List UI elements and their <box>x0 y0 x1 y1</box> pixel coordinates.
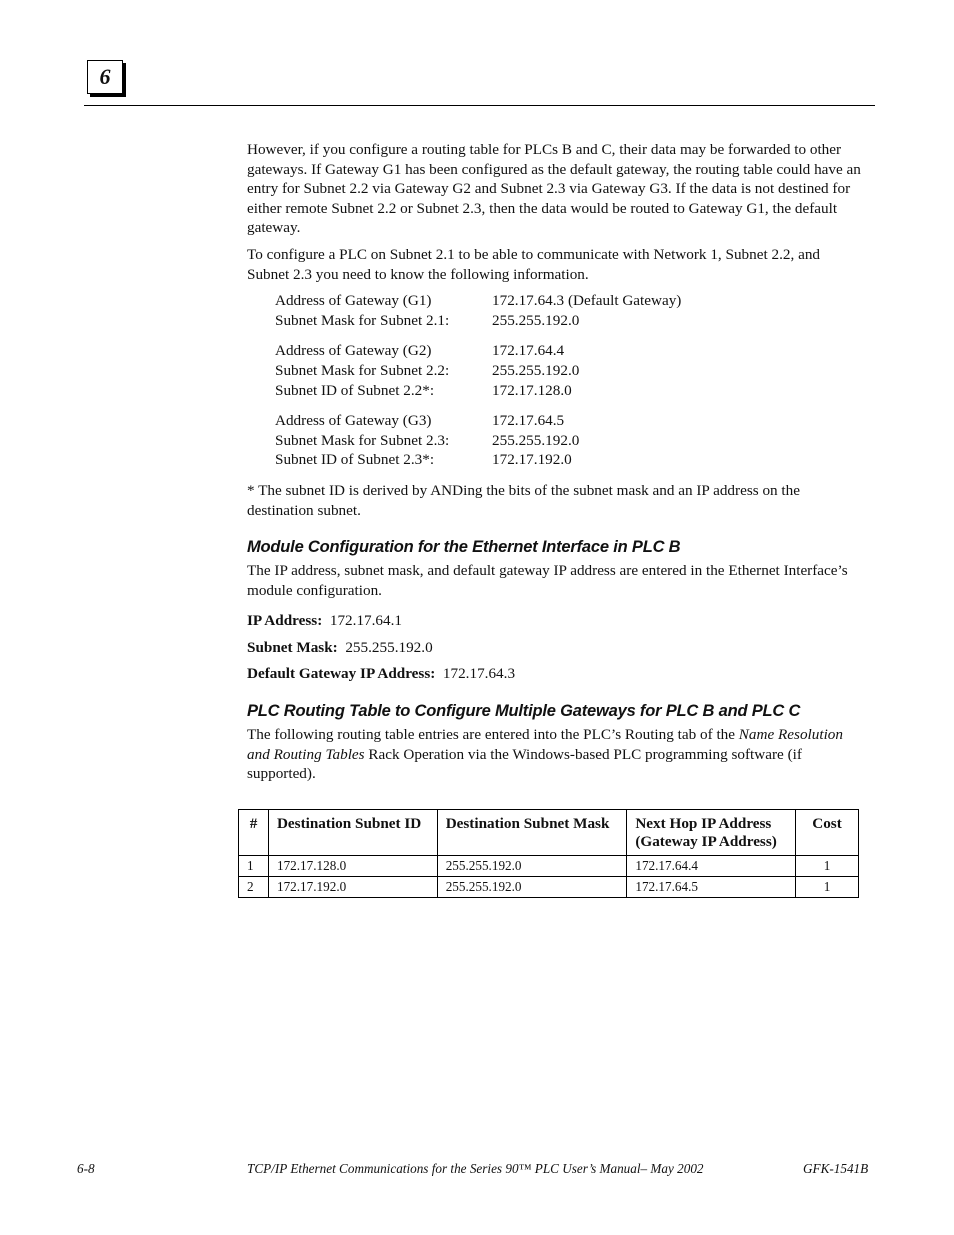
default-gateway-label: Default Gateway IP Address: <box>247 665 436 683</box>
subnet-mask-value: 255.255.192.0 <box>345 638 433 656</box>
config-label: Subnet Mask for Subnet 2.1: <box>275 311 450 329</box>
routing-text-italic: Name Resolution and Routing Tables <box>247 726 843 763</box>
config-row <box>275 381 863 401</box>
cell-destination-subnet-mask: 255.255.192.0 <box>437 877 627 898</box>
gateway-g3-group <box>275 411 863 470</box>
paragraph-module-configuration: The IP address, subnet mask, and default gateway IP address are entered in the Ethernet Interface’s module configuration. <box>247 562 848 599</box>
config-value: 255.255.192.0 <box>492 361 580 379</box>
routing-text-post: Rack Operation via the Windows-based PLC programming software (if supported). <box>247 745 802 783</box>
subnet-mask-line <box>247 638 863 658</box>
column-header-number: # <box>239 810 269 856</box>
config-row <box>275 411 863 431</box>
chapter-number-box <box>87 60 123 94</box>
config-label: Subnet ID of Subnet 2.2*: <box>275 381 435 399</box>
config-row <box>275 361 863 381</box>
gateway-g2-group <box>275 341 863 400</box>
heading-module-configuration: Module Configuration for the Ethernet Interface in PLC B <box>247 538 681 557</box>
column-header-cost: Cost <box>796 810 859 856</box>
config-value: 172.17.64.3 (Default Gateway) <box>492 292 682 310</box>
config-row <box>275 450 863 470</box>
paragraph-routing-table <box>247 725 863 784</box>
gateway-config-list <box>275 291 863 470</box>
config-row <box>275 311 863 331</box>
cell-cost: 1 <box>796 877 859 898</box>
column-header-destination-subnet-id: Destination Subnet ID <box>268 810 437 856</box>
ip-address-label: IP Address: <box>247 612 323 630</box>
table-header-row <box>239 810 859 856</box>
config-value: 255.255.192.0 <box>492 311 580 329</box>
config-label: Subnet Mask for Subnet 2.3: <box>275 431 450 449</box>
heading-plc-routing-table: PLC Routing Table to Configure Multiple Gateways for PLC B and PLC C <box>247 702 801 721</box>
footer-page-number: 6-8 <box>77 1161 95 1176</box>
config-value: 255.255.192.0 <box>492 431 580 449</box>
column-header-next-hop: Next Hop IP Address (Gateway IP Address) <box>627 810 796 856</box>
chapter-number: 6 <box>99 64 111 89</box>
header-rule <box>84 105 875 106</box>
ip-address-line <box>247 611 863 631</box>
cell-next-hop: 172.17.64.4 <box>627 856 796 877</box>
config-label: Subnet ID of Subnet 2.3*: <box>275 451 435 469</box>
config-value: 172.17.64.5 <box>492 412 565 430</box>
paragraph-config-intro: To configure a PLC on Subnet 2.1 to be able to communicate with Network 1, Subnet 2.2, and Subnet 2.3 you need to know the following information. <box>247 245 821 283</box>
cell-destination-subnet-id: 172.17.192.0 <box>268 877 437 898</box>
cell-number: 1 <box>239 856 269 877</box>
config-label: Subnet Mask for Subnet 2.2: <box>275 361 450 379</box>
cell-next-hop: 172.17.64.5 <box>627 877 796 898</box>
ip-address-value: 172.17.64.1 <box>329 612 402 630</box>
cell-cost: 1 <box>796 856 859 877</box>
gateway-g1-group <box>275 291 863 330</box>
page-body <box>247 140 863 791</box>
config-value: 172.17.192.0 <box>492 451 572 469</box>
config-value: 172.17.64.4 <box>492 342 565 360</box>
config-label: Address of Gateway (G2) <box>275 342 432 360</box>
table-row <box>239 856 859 877</box>
table-row <box>239 877 859 898</box>
default-gateway-value: 172.17.64.3 <box>442 665 516 683</box>
cell-destination-subnet-id: 172.17.128.0 <box>268 856 437 877</box>
config-label: Address of Gateway (G1) <box>275 292 432 310</box>
config-row <box>275 341 863 361</box>
cell-number: 2 <box>239 877 269 898</box>
subnet-mask-label: Subnet Mask: <box>247 638 338 656</box>
config-row <box>275 431 863 451</box>
routing-text-pre: The following routing table entries are entered into the PLC’s Routing tab of the <box>247 726 739 744</box>
routing-table <box>238 809 859 898</box>
footer-manual-title: TCP/IP Ethernet Communications for the Series 90™ PLC User’s Manual– May 2002 <box>247 1161 704 1176</box>
cell-destination-subnet-mask: 255.255.192.0 <box>437 856 627 877</box>
footer-document-id: GFK-1541B <box>803 1161 869 1176</box>
config-value: 172.17.128.0 <box>492 381 572 399</box>
config-row <box>275 291 863 311</box>
column-header-destination-subnet-mask: Destination Subnet Mask <box>437 810 627 856</box>
default-gateway-line <box>247 664 863 684</box>
footnote-subnet-id: * The subnet ID is derived by ANDing the bits of the subnet mask and an IP address on the destination subnet. <box>247 481 800 519</box>
paragraph-routing-intro: However, if you configure a routing table for PLCs B and C, their data may be forwarded to other gateways. If Gateway G1 has been configured as the default gateway, the routing table could have an entry for Subnet 2.2 via Gateway G2 and Subnet 2.3 via Gateway G3. If the data is not destined for either remote Subnet 2.2 or Subnet 2.3, then the data would be routed to Gateway G1, the default gateway. <box>247 141 861 237</box>
config-label: Address of Gateway (G3) <box>275 412 432 430</box>
